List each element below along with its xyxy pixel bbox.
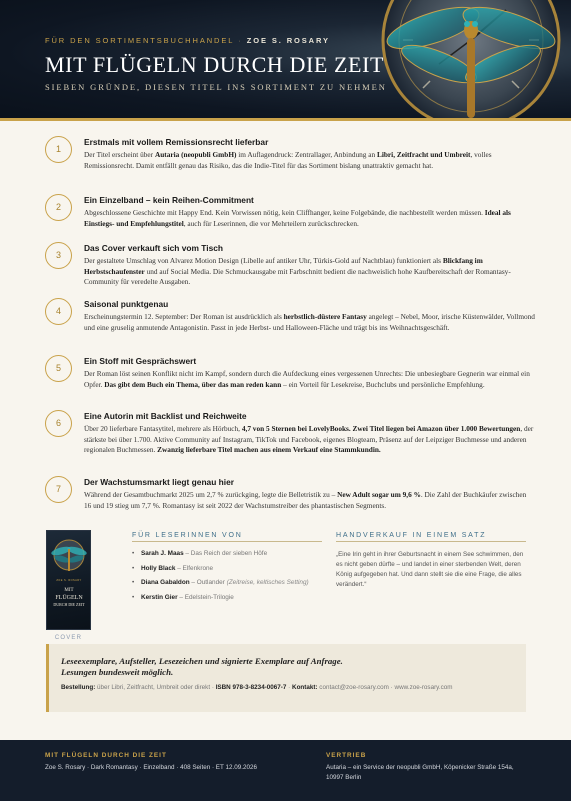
reason-text: Erscheinungstermin 12. September: Der Roman ist ausdrücklich als herbstlich-düstere Fantasy angelegt – Nebel, Moor, irische Küstenwälder, Vollmond und eine gruselig anmutende Antagonistin. Passt in jede Herbst- und Halloween-Fläche und trägt bis ins Weihnachtsgeschäft. bbox=[84, 312, 535, 332]
pitch-heading: HANDVERKAUF IN EINEM SATZ bbox=[336, 532, 487, 539]
footer-distribution-text: Autaria – ein Service der neopubli GmbH, Köpenicker Straße 154a, 10997 Berlin bbox=[326, 764, 514, 781]
footer-distribution-heading: VERTRIEB bbox=[326, 752, 367, 759]
readers-heading: FÜR LESERINNEN VON bbox=[132, 532, 243, 539]
isbn: ISBN 978-3-8234-0067-7 bbox=[215, 684, 287, 691]
reason-number: 4 bbox=[45, 298, 72, 325]
contact-link[interactable]: contact@zoe-rosary.com · www.zoe-rosary.com bbox=[317, 684, 453, 691]
reason-number: 2 bbox=[45, 194, 72, 221]
footer bbox=[0, 740, 571, 801]
reason-title: Saisonal punktgenau bbox=[84, 299, 169, 309]
reason-title: Der Wachstumsmarkt liegt genau hier bbox=[84, 477, 235, 487]
book-cover bbox=[46, 530, 91, 630]
dragonfly-icon bbox=[47, 531, 91, 630]
reason-title: Das Cover verkauft sich vom Tisch bbox=[84, 243, 224, 253]
cover-title-line-3: DURCH DIE ZEIT bbox=[53, 602, 85, 607]
hero-divider bbox=[0, 118, 571, 121]
reason-title: Ein Einzelband – kein Reihen-Commitment bbox=[84, 195, 254, 205]
list-item: • Sarah J. Maas – Das Reich der sieben Höfe bbox=[132, 549, 322, 559]
reason-number: 1 bbox=[45, 136, 72, 163]
footer-book-info: Zoe S. Rosary · Dark Romantasy · Einzelband · 408 Seiten · ET 12.09.2026 bbox=[45, 764, 257, 771]
pitch-quote: „Eine Irin geht in ihrer Geburtsnacht in einem See schwimmen, den es nicht geben dürfte – und landet in einer sterbenden Welt, deren König aufgegeben hat. Und dann stellt sie die eine Frage, die alles verändert.“ bbox=[336, 551, 524, 588]
reason-title: Eine Autorin mit Backlist und Reichweite bbox=[84, 411, 247, 421]
hero-banner bbox=[0, 0, 571, 118]
eyebrow-author: ZOE S. ROSARY bbox=[246, 36, 330, 45]
reason-text: Während der Gesamtbuchmarkt 2025 um 2,7 % zurückging, legte die Belletristik zu – New Adult sogar um 9,6 %. Die Zahl der Buchkäufer zwischen 16 und 19 stieg um 7,7 %. Romantasy ist seit 2022 der Wachstumstreiber des phantastischen Segments. bbox=[84, 490, 527, 510]
reason-title: Ein Stoff mit Gesprächswert bbox=[84, 356, 197, 366]
list-item: • Diana Gabaldon – Outlander (Zeitreise, keltisches Setting) bbox=[132, 578, 322, 588]
list-item: • Kerstin Gier – Edelstein-Trilogie bbox=[132, 593, 322, 603]
cta-line-1: Leseexemplare, Aufsteller, Lesezeichen und signierte Exemplare auf Anfrage. bbox=[61, 656, 343, 666]
cover-title-line-1: MIT bbox=[64, 588, 74, 593]
cta-line-2: Lesungen bundesweit möglich. bbox=[61, 667, 174, 677]
footer-title: MIT FLÜGELN DURCH DIE ZEIT bbox=[45, 752, 167, 759]
order-details: Bestellung: über Libri, Zeitfracht, Umbreit oder direkt · ISBN 978-3-8234-0067-7 · Kontakt: contact@zoe-rosary.com · www.zoe-rosary.com bbox=[61, 684, 453, 691]
order-box bbox=[46, 644, 526, 712]
reason-number: 6 bbox=[45, 410, 72, 437]
eyebrow-audience: FÜR DEN SORTIMENTSBUCHHANDEL bbox=[45, 36, 235, 45]
page-title: MIT FLÜGELN DURCH DIE ZEIT bbox=[45, 52, 385, 77]
cover-author: ZOE S. ROSARY bbox=[56, 579, 82, 582]
reason-text: Der Titel erscheint über Autaria (neopubli GmbH) im Auflagendruck: Zentrallager, Anbindung an Libri, Zeitfracht und Umbreit, volles Remissionsrecht. Damit entfällt genau das Risiko, das die Indie-Titel für das Sortiment bislang unattraktiv gemacht hat. bbox=[84, 150, 492, 170]
cover-title-line-2: FLÜGELN bbox=[55, 595, 83, 601]
eyebrow-separator: · bbox=[238, 36, 243, 45]
list-item: • Holly Black – Elfenkrone bbox=[132, 564, 322, 574]
readers-list bbox=[132, 549, 322, 607]
page-subtitle: SIEBEN GRÜNDE, DIESEN TITEL INS SORTIMENT ZU NEHMEN bbox=[45, 82, 387, 92]
reason-text: Abgeschlossene Geschichte mit Happy End. Kein Vorwissen nötig, kein Cliffhanger, keine Folgebände, die nachbestellt werden müssen. Ideal als Einstiegs- und Empfehlungstitel, auch für Leserinnen, die vor Mehrteilern zurückschrecken. bbox=[84, 208, 511, 228]
reason-number: 3 bbox=[45, 242, 72, 269]
cover-label: COVER bbox=[54, 635, 83, 641]
reason-text: Über 20 lieferbare Fantasytitel, mehrere als Hörbuch, 4,7 von 5 Sternen bei LovelyBooks. Zwei Titel liegen bei Amazon über 1.000 Bewertungen, der stärkste bei über 1.700. Aktive Community auf Instagram, TikTok und Facebook, eigenes Blogteam, Präsenz auf der Leipziger Buchmesse und anderen regionalen Buchmessen. Zwanzig lieferbare Titel machen aus einem Verkauf eine Stammkundin. bbox=[84, 424, 534, 455]
reason-text: Der gestaltete Umschlag von Alvarez Motion Design (Libelle auf antiker Uhr, Türkis-Gold auf Nachtblau) funktioniert als Blickfang im Herbstschaufenster und auf Social Media. Die Schmuckausgabe mit Farbschnitt bedient die nachweislich hohe Kaufbereitschaft der Romantasy-Community für veredelte Ausgaben. bbox=[84, 256, 511, 287]
pitch-divider bbox=[336, 541, 526, 542]
readers-divider bbox=[132, 541, 322, 542]
eyebrow bbox=[45, 36, 330, 45]
reason-title: Erstmals mit vollem Remissionsrecht lieferbar bbox=[84, 137, 269, 147]
reason-number: 5 bbox=[45, 355, 72, 382]
reason-number: 7 bbox=[45, 476, 72, 503]
reason-text: Der Roman löst seinen Konflikt nicht im Kampf, sondern durch die Aufdeckung eines vergessenen Unrechts: Die unbesiegbare Gegnerin war einmal ein Opfer. Das gibt dem Buch ein Thema, über das man reden kann – ein Vorteil für Lesekreise, Buchclubs und persönliche Empfehlung. bbox=[84, 369, 530, 389]
